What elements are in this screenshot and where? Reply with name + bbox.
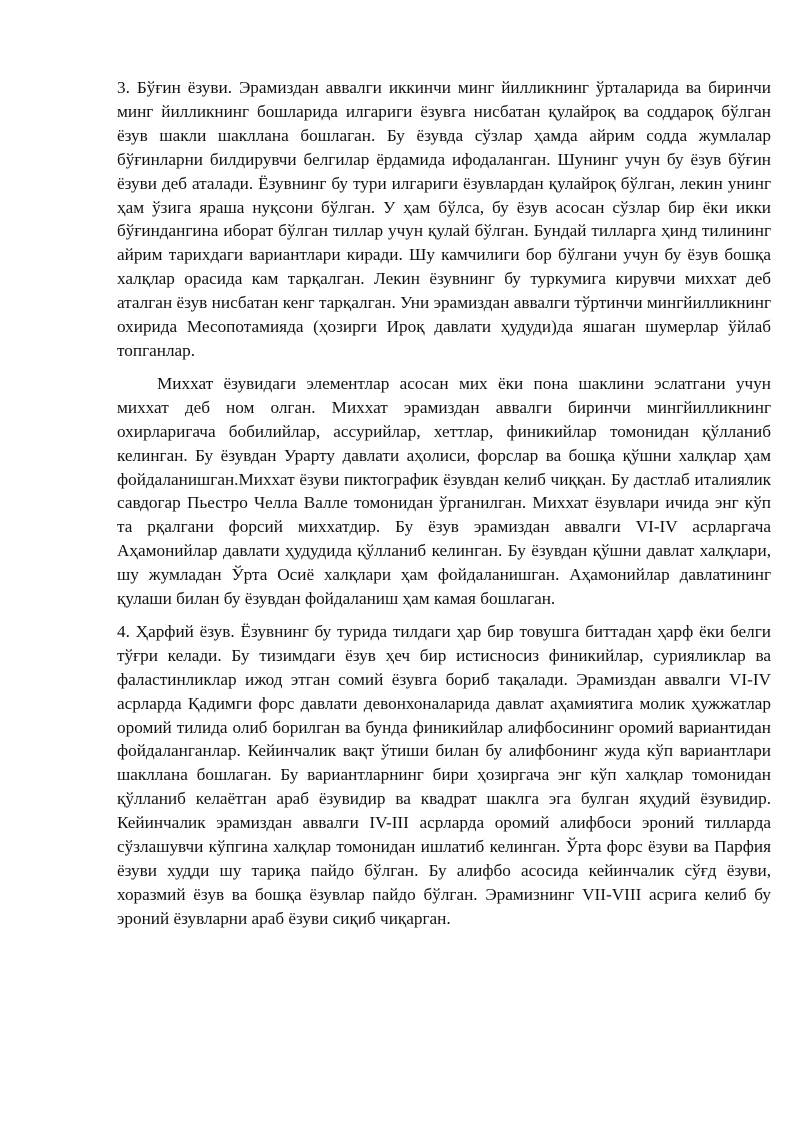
- paragraph-alphabetic-writing: 4. Ҳарфий ёзув. Ёзувнинг бу турида тилдаги ҳар бир товушга биттадан ҳарф ёки белги тўғри келади. Бу тизимдаги ёзув ҳеч бир истисносиз финикийлар, сурияликлар ва фаластинликлар ижод этган сомий ёзувга бориб тақалади. Эрамиздан аввалги VI-IV асрларда Қадимги форс давлати девонхоналарида давлат аҳамиятига молик ҳужжатлар оромий тилида олиб борилган ва бунда финикийлар алифбосининг оромий вариантидан фойдаланганлар. Кейинчалик вақт ўтиши билан бу алифбонинг жуда кўп вариантлари шакллана бошлаган. Бу вариантларнинг бири ҳозиргача энг кўп халқлар томонидан қўлланиб келаётган араб ёзувидир ва квадрат шаклга эга булган яҳудий ёзувидир. Кейинчалик эрамиздан аввалги IV-III асрларда оромий алифбоси эроний тилларда сўзлашувчи кўпгина халқлар томонидан ишлатиб келинган. Ўрта форс ёзуви ва Парфия ёзуви худди шу тариқа пайдо бўлган. Бу алифбо асосида кейинчалик сўғд ёзуви, хоразмий ёзув ва бошқа ёзувлар пайдо бўлган. Эрамизнинг VII-VIII асрига келиб бу эроний ёзувларни араб ёзуви сиқиб чиқарган.: [117, 621, 771, 928]
- document-body: [117, 76, 771, 931]
- paragraph-syllabic-writing: 3. Бўғин ёзуви. Эрамиздан аввалги иккинчи минг йилликнинг ўрталарида ва биринчи минг йилликнинг бошларида илгариги ёзувга нисбатан қулайроқ ва соддароқ бўлган ёзув шакли шакллана бошлаган. Бу ёзувда сўзлар ҳамда айрим содда жумлалар бўғинларни билдирувчи белгилар ёрдамида ифодаланган. Шунинг учун бу ёзув бўғин ёзуви деб аталади. Ёзувнинг бу тури илгариги ёзувлардан қулайроқ бўлган, лекин унинг ҳам ўзига яраша нуқсони бўлган. У ҳам бўлса, бу ёзув асосан сўзлар бир ёки икки бўғиндангина иборат бўлган тиллар учун қулай бўлган. Бундай тилларга ҳинд тилининг айрим тарихдаги вариантлари киради. Шу камчилиги бор бўлгани учун бу ёзув бошқа халқлар орасида кам тарқалган. Лекин ёзувнинг бу туркумига кирувчи миххат деб аталган ёзув нисбатан кенг тарқалган. Уни эрамиздан аввалги тўртинчи мингйилликнинг охирида Месопотамияда (ҳозирги Ироқ давлати ҳудуди)да яшаган шумерлар ўйлаб топганлар.: [117, 78, 771, 360]
- paragraph-cuneiform: Миххат ёзувидаги элементлар асосан мих ёки пона шаклини эслатгани учун миххат деб ном олган. Миххат эрамиздан аввалги биринчи мингйилликнинг охирларигача бобилийлар, ассурийлар, хеттлар, финикийлар томонидан қўлланиб келинган. Бу ёзувдан Урарту давлати аҳолиси, форслар ва бошқа қўшни халқлар ҳам фойдаланишган.Миххат ёзуви пиктографик ёзувдан келиб чиққан. Бу дастлаб италиялик савдогар Пьестро Челла Валле томонидан ўрганилган. Миххат ёзувлари ичида энг кўп та рқалгани форсий миххатдир. Бу ёзув эрамиздан аввалги VI-IV асрларгача Аҳамонийлар давлати ҳудудида қўлланиб келинган. Бу ёзувдан қўшни давлат халқлари, шу жумладан Ўрта Осиё халқлари ҳам фойдаланишган. Аҳамонийлар давлатининг қулаши билан бу ёзувдан фойдаланиш ҳам камая бошлаган.: [117, 373, 771, 609]
